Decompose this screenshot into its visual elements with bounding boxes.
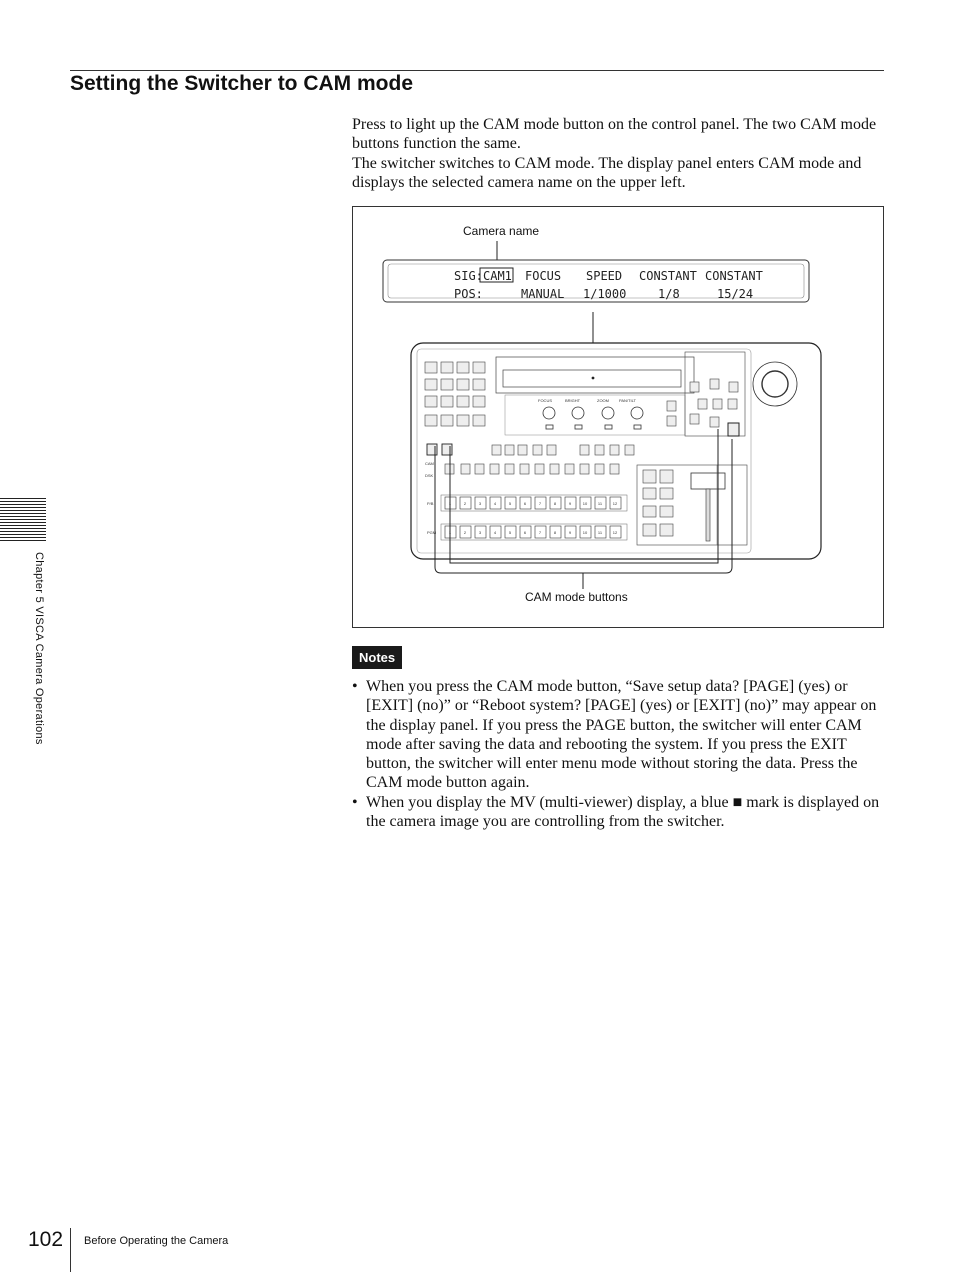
camera-name-callout: Camera name [463,224,540,238]
fader-track [706,489,710,541]
panel-lcd-dot [592,377,595,380]
figure-frame [352,206,884,628]
page-number: 102 [28,1228,64,1251]
bullet-icon: • [352,678,358,695]
joystick [762,371,788,397]
switcher-illustration [353,207,883,627]
notes-badge: Notes [352,646,402,669]
heading-rule [70,70,884,71]
lcd-row-1: SIG: CAM1 FOCUS SPEED CONSTANT CONSTANT [454,269,763,283]
chapter-sidebar-label: Chapter 5 VISCA Camera Operations [33,552,45,745]
notes-list [352,677,887,831]
bullet-icon: • [352,793,358,811]
note-text-2: When you display the MV (multi-viewer) display, a blue ■ mark is displayed on the camera image you are controlling from the switcher. [366,793,880,831]
fader-handle [691,473,725,489]
body-text [352,115,887,192]
knob-labels: FOCUS BRIGHT ZOOM PAN/TILT [538,398,636,403]
lcd-row-2: POS: MANUAL 1/1000 1/8 15/24 [454,287,754,301]
footer-section-title: Before Operating the Camera [84,1235,229,1247]
chapter-tab-stripes [0,498,46,543]
note-item [352,793,887,832]
note-text-1: When you press the CAM mode button, “Save setup data? [PAGE] (yes) or [EXIT] (no)” or “Reboot system? [PAGE] (yes) or [EXIT] (no)” may appear on the display panel. If you press the PAGE button, the switcher will enter CAM mode after saving the data and rebooting the system. If you press the EXIT button, the switcher will enter menu mode without storing the data. Press the CAM mode button again. [366,678,877,792]
row-labels: CAM DSK P/B PGM [425,461,437,535]
footer-divider [70,1228,71,1272]
body-paragraph-2: The switcher switches to CAM mode. The display panel enters CAM mode and displays the selected camera name on the upper left. [352,154,862,191]
cam-mode-button-upper [728,423,739,436]
svg-text:123456789101112: 1 2 3 4 5 6 7 8 9 10 11 12 [448,501,618,506]
body-paragraph-1: Press to light up the CAM mode button on the control panel. The two CAM mode buttons function the same. [352,116,877,153]
section-heading: Setting the Switcher to CAM mode [70,72,414,95]
note-item [352,677,887,793]
svg-text:123456789101112: 1 2 3 4 5 6 7 8 9 10 11 12 [448,530,618,535]
cam-mode-callout: CAM mode buttons [525,590,628,604]
